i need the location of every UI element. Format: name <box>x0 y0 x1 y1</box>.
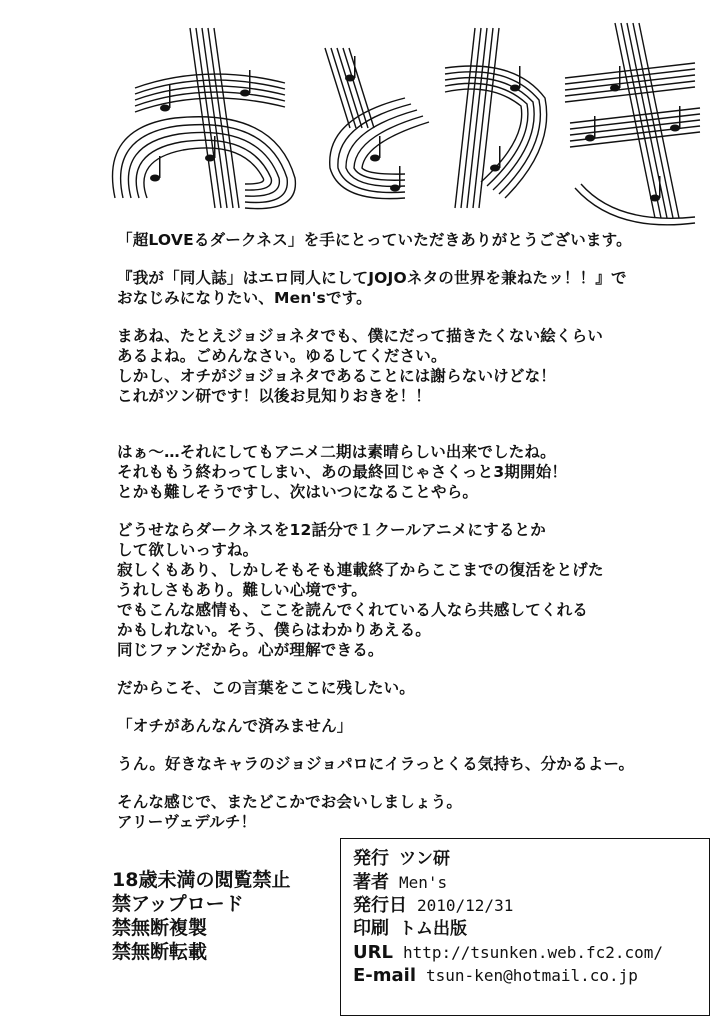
paragraph-gap <box>117 250 717 268</box>
publisher-value: ツン研 <box>399 849 450 869</box>
text-line: かもしれない。そう、僕らはわかりあえる。 <box>117 621 432 639</box>
paragraph-gap <box>117 736 717 754</box>
paragraph <box>117 716 717 736</box>
paragraph <box>117 268 717 308</box>
notice-age-restriction: 18歳未満の閲覧禁止 <box>112 869 291 891</box>
colophon-box <box>340 838 710 1016</box>
text-line: まあね、たとえジョジョネタでも、僕にだって描きたくない絵くらい <box>117 327 604 345</box>
text-line: 寂しくもあり、しかしそもそも連載終了からここまでの復活をとげた <box>117 561 604 579</box>
text-line: 「超LOVEるダークネス」を手にとっていただきありがとうございます。 <box>117 231 632 249</box>
text-line: とかも難しそうですし、次はいつになることやら。 <box>117 483 479 501</box>
notice-no-copy: 禁無断複製 <box>112 917 208 939</box>
text-line: 『我が「同人誌」はエロ同人にしてJOJOネタの世界を兼ねたッ！！』で <box>117 269 627 287</box>
paragraph-gap <box>117 308 717 326</box>
music-staff-lettering-icon <box>95 8 715 238</box>
paragraph-gap <box>117 774 717 792</box>
notice-no-upload: 禁アップロード <box>112 893 244 915</box>
url-value[interactable]: http://tsunken.web.fc2.com/ <box>402 943 664 962</box>
publisher-label: 発行 <box>353 848 389 869</box>
printer-value: トム出版 <box>399 919 467 939</box>
paragraph <box>117 520 717 660</box>
email-label: E-mail <box>353 965 417 986</box>
text-line: どうせならダークネスを12話分で１クールアニメにするとか <box>117 521 546 539</box>
paragraph <box>117 230 717 250</box>
text-line: でもこんな感情も、ここを読んでくれている人なら共感してくれる <box>117 601 589 619</box>
afterword-body <box>117 230 717 832</box>
author-label: 著者 <box>353 872 389 893</box>
paragraph-gap <box>117 660 717 678</box>
colophon-printer <box>353 917 697 941</box>
text-line: して欲しいっすね。 <box>117 541 259 559</box>
paragraph <box>117 326 717 406</box>
paragraph <box>117 678 717 698</box>
date-label: 発行日 <box>353 895 407 916</box>
notices <box>112 868 342 964</box>
text-line: アリーヴェデルチ！ <box>117 813 257 831</box>
paragraph <box>117 792 717 832</box>
paragraph <box>117 754 717 774</box>
text-line: おなじみになりたい、Men'sです。 <box>117 289 372 307</box>
colophon-author <box>353 871 697 894</box>
text-line: しかし、オチがジョジョネタであることには謝らないけどな！ <box>117 367 556 385</box>
colophon-publisher <box>353 847 697 871</box>
colophon-email <box>353 964 697 987</box>
printer-label: 印刷 <box>353 918 389 939</box>
text-line: うれしさもあり。難しい心境です。 <box>117 581 367 599</box>
colophon-date <box>353 894 697 917</box>
text-line: これがツン研です！以後お見知りおきを！！ <box>117 387 432 405</box>
text-line: あるよね。ごめんなさい。ゆるしてください。 <box>117 347 447 365</box>
paragraph-gap <box>117 698 717 716</box>
author-value: Men's <box>399 873 448 892</box>
paragraph <box>117 442 717 502</box>
text-line: 「オチがあんなんで済みません」 <box>117 717 353 735</box>
text-line: うん。好きなキャラのジョジョパロにイラっとくる気持ち、分かるよー。 <box>117 755 635 773</box>
notice-no-reprint: 禁無断転載 <box>112 941 208 963</box>
email-value[interactable]: tsun-ken@hotmail.co.jp <box>426 966 638 985</box>
text-line: はぁ～…それにしてもアニメ二期は素晴らしい出来でしたね。 <box>117 443 556 461</box>
text-line: 同じファンだから。心が理解できる。 <box>117 641 384 659</box>
text-line: そんな感じで、またどこかでお会いしましょう。 <box>117 793 463 811</box>
atogaki-title-art <box>95 8 715 238</box>
date-value: 2010/12/31 <box>417 896 514 915</box>
paragraph-gap <box>117 502 717 520</box>
text-line: それももう終わってしまい、あの最終回じゃさくっと3期開始！ <box>117 463 568 481</box>
colophon-url <box>353 941 697 964</box>
paragraph-gap <box>117 406 717 442</box>
url-label: URL <box>353 942 393 963</box>
text-line: だからこそ、この言葉をここに残したい。 <box>117 679 415 697</box>
